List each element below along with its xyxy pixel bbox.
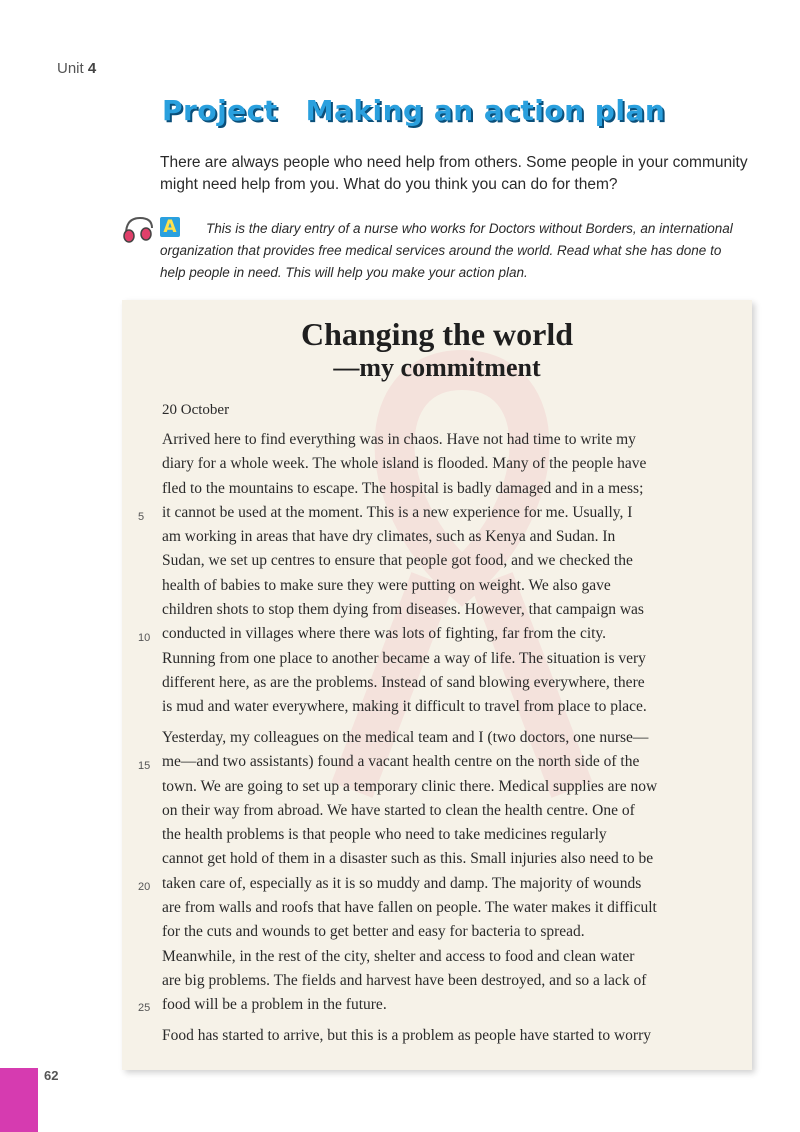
line-number: 5: [138, 511, 145, 523]
article-line: children shots to stop them dying from diseases. However, that campaign was: [162, 601, 644, 619]
page-color-tab: [0, 1068, 38, 1132]
article-line: taken care of, especially as it is so muddy and damp. The majority of wounds: [162, 874, 642, 892]
article-line: am working in areas that have dry climates, such as Kenya and Sudan. In: [162, 528, 616, 546]
article-title: Changing the world: [300, 316, 574, 352]
article-line: health of babies to make sure they were putting on weight. We also gave: [162, 576, 611, 594]
line-number: 25: [138, 1002, 151, 1014]
task-letter-badge: A: [160, 217, 180, 237]
intro-text: There are always people who need help from others. Some people in your community might need help from you. What do you think you can do for them?: [160, 154, 748, 193]
article-line: cannot get hold of them in a disaster such as this. Small injuries also need to be: [162, 850, 654, 868]
article-line: the health problems is that people who need to take medicines regularly: [162, 826, 607, 844]
article-line: Sudan, we set up centres to ensure that people got food, and we checked the: [162, 552, 633, 570]
article-line: for the cuts and wounds to get better and easy for bacteria to spread.: [162, 923, 585, 941]
article-line: different here, as are the problems. Instead of sand blowing everywhere, there: [162, 673, 645, 691]
article-line: Food has started to arrive, but this is a problem as people have started to worry: [162, 1027, 651, 1044]
article-line: fled to the mountains to escape. The hospital is badly damaged and in a mess;: [162, 479, 644, 497]
article-line: Meanwhile, in the rest of the city, shelter and access to food and clean water: [162, 947, 635, 965]
article-line: it cannot be used at the moment. This is a new experience for me. Usually, I: [162, 503, 633, 521]
unit-label: [57, 60, 96, 77]
diary-date: 20 October: [162, 402, 230, 418]
article-line: Arrived here to find everything was in chaos. Have not had time to write my: [162, 431, 636, 448]
unit-word: Unit: [57, 60, 84, 77]
project-title-text: Making an action plan: [305, 94, 666, 127]
article-line: are big problems. The fields and harvest have been destroyed, and so a lack of: [162, 971, 647, 989]
article-line: food will be a problem in the future.: [162, 996, 387, 1014]
article-line: me—and two assistants) found a vacant health centre on the north side of the: [162, 753, 640, 771]
article-paragraph-2: [162, 726, 742, 1018]
article-line: are from walls and roofs that have fallen on people. The water makes it difficult: [162, 899, 657, 917]
article-subtitle: —my commitment: [333, 353, 541, 382]
article-line: Running from one place to another became a way of life. The situation is very: [162, 649, 646, 667]
article-line: diary for a whole week. The whole island is flooded. Many of the people have: [162, 455, 647, 473]
article-paragraph-3: [162, 1024, 742, 1048]
task-instructions: This is the diary entry of a nurse who works for Doctors without Borders, an international organization that provides free medical services around the world. Read what she has done to help people in need. This will help you make your action plan.: [160, 221, 733, 280]
article-paragraph-1: [162, 428, 742, 720]
page-number: 62: [44, 1068, 59, 1083]
article-line: on their way from abroad. We have started to clean the health centre. One of: [162, 801, 635, 819]
article-line: town. We are going to set up a temporary clinic there. Medical supplies are now: [162, 777, 658, 795]
unit-number: 4: [87, 60, 97, 77]
project-label: Project: [162, 94, 278, 127]
line-number: 20: [138, 881, 151, 893]
line-number: 15: [138, 760, 151, 772]
page-title: [162, 94, 665, 127]
article-panel: [122, 300, 752, 1070]
article-line: Yesterday, my colleagues on the medical team and I (two doctors, one nurse—: [162, 729, 649, 746]
line-number: 10: [138, 632, 151, 644]
article-line: conducted in villages where there was lots of fighting, far from the city.: [162, 625, 607, 643]
article-line: is mud and water everywhere, making it difficult to travel from place to place.: [162, 698, 647, 716]
headphones-icon: [120, 214, 156, 244]
